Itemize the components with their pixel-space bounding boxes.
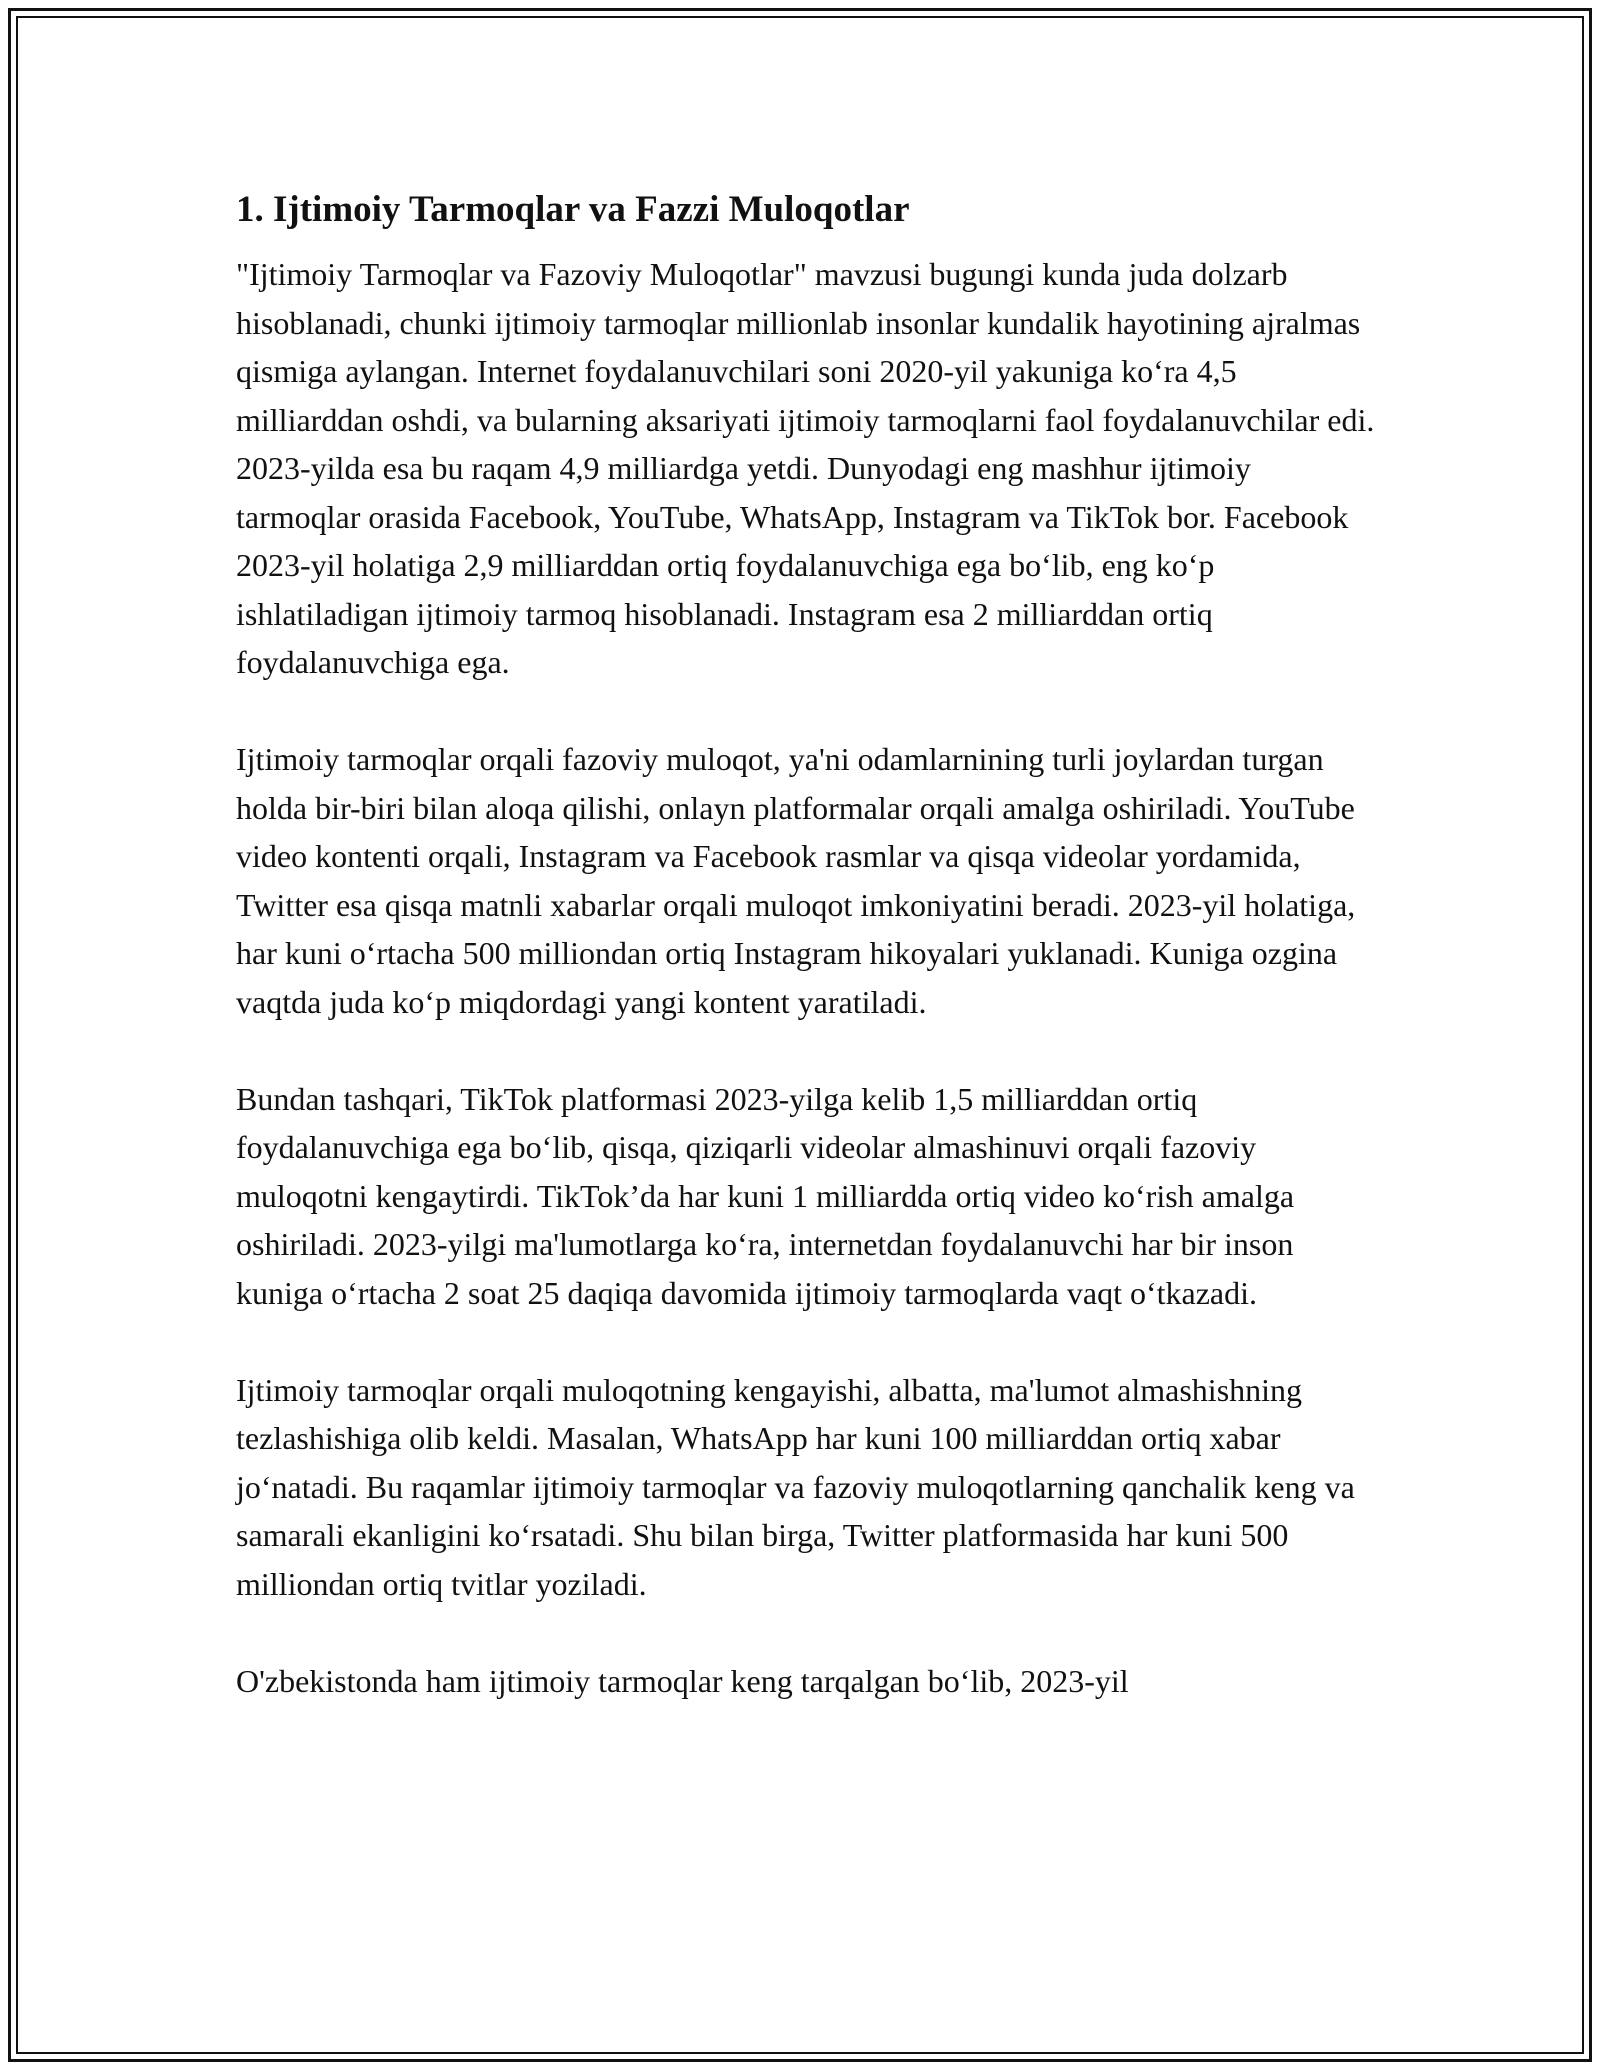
document-body bbox=[236, 184, 1376, 1705]
section-heading: 1. Ijtimoiy Tarmoqlar va Fazzi Muloqotlar bbox=[236, 189, 910, 230]
paragraph-1: "Ijtimoiy Tarmoqlar va Fazoviy Muloqotlar" mavzusi bugungi kunda juda dolzarb hisoblanadi, chunki ijtimoiy tarmoqlar millionlab insonlar kundalik hayotining ajralmas qismiga aylangan. Internet foydalanuvchilari soni 2020-yil yakuniga koʻra 4,5 milliarddan oshdi, va bularning aksariyati ijtimoiy tarmoqlarni faol foydalanuvchilar edi. 2023-yilda esa bu raqam 4,9 milliardga yetdi. Dunyodagi eng mashhur ijtimoiy tarmoqlar orasida Facebook, YouTube, WhatsApp, Instagram va TikTok bor. Facebook 2023-yil holatiga 2,9 milliarddan ortiq foydalanuvchiga ega boʻlib, eng koʻp ishlatiladigan ijtimoiy tarmoq hisoblanadi. Instagram esa 2 milliarddan ortiq foydalanuvchiga ega. bbox=[236, 256, 1375, 680]
paragraph-2: Ijtimoiy tarmoqlar orqali fazoviy muloqot, ya'ni odamlarnining turli joylardan turgan holda bir-biri bilan aloqa qilishi, onlayn platformalar orqali amalga oshiriladi. YouTube video kontenti orqali, Instagram va Facebook rasmlar va qisqa videolar yordamida, Twitter esa qisqa matnli xabarlar orqali muloqot imkoniyatini beradi. 2023-yil holatiga, har kuni oʻrtacha 500 milliondan ortiq Instagram hikoyalari yuklanadi. Kuniga ozgina vaqtda juda koʻp miqdordagi yangi kontent yaratiladi. bbox=[236, 741, 1356, 1020]
paragraph-3: Bundan tashqari, TikTok platformasi 2023-yilga kelib 1,5 milliarddan ortiq foydalanuvchiga ega boʻlib, qisqa, qiziqarli videolar almashinuvi orqali fazoviy muloqotni kengaytirdi. TikTok’da har kuni 1 milliardda ortiq video koʻrish amalga oshiriladi. 2023-yilgi ma'lumotlarga koʻra, internetdan foydalanuvchi har bir inson kuniga oʻrtacha 2 soat 25 daqiqa davomida ijtimoiy tarmoqlarda vaqt oʻtkazadi. bbox=[236, 1080, 1295, 1311]
paragraph-4: Ijtimoiy tarmoqlar orqali muloqotning kengayishi, albatta, ma'lumot almashishning tezlashishiga olib keldi. Masalan, WhatsApp har kuni 100 milliarddan ortiq xabar joʻnatadi. Bu raqamlar ijtimoiy tarmoqlar va fazoviy muloqotlarning qanchalik keng va samarali ekanligini koʻrsatadi. Shu bilan birga, Twitter platformasida har kuni 500 milliondan ortiq tvitlar yoziladi. bbox=[236, 1371, 1355, 1602]
paragraph-5: O'zbekistonda ham ijtimoiy tarmoqlar keng tarqalgan boʻlib, 2023-yil bbox=[236, 1662, 1129, 1699]
